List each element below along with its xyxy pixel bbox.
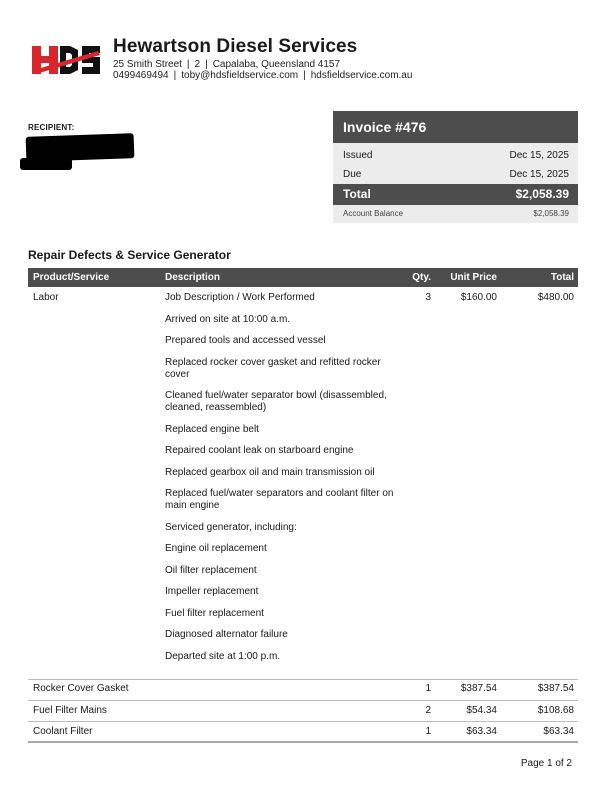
description-line: Oil filter replacement xyxy=(165,564,257,576)
row-total: $108.68 xyxy=(537,705,574,716)
table-row xyxy=(28,681,578,697)
company-phone: 0499469494 xyxy=(113,70,169,81)
due-row xyxy=(333,165,578,184)
invoice-summary xyxy=(333,111,578,223)
description-line: Prepared tools and accessed vessel xyxy=(165,335,326,346)
row-qty: 1 xyxy=(425,726,431,737)
description-line: Job Description / Work Performed xyxy=(165,292,315,303)
company-email[interactable]: toby@hdsfieldservice.com xyxy=(181,70,299,81)
total-row xyxy=(333,184,578,205)
labor-qty: 3 xyxy=(425,292,431,303)
issued-label: Issued xyxy=(343,150,373,161)
labor-total: $480.00 xyxy=(537,292,574,303)
invoice-title: Invoice #476 xyxy=(333,111,578,143)
balance-label: Account Balance xyxy=(343,209,404,218)
description-line: Diagnosed alternator failure xyxy=(165,629,288,640)
description-line: Repaired coolant leak on starboard engine xyxy=(165,445,354,456)
address-city: Capalaba, Queensland 4157 xyxy=(212,59,341,70)
total-label: Total xyxy=(343,187,371,201)
description-line: Impeller replacement xyxy=(165,586,259,597)
header-description: Description xyxy=(165,272,221,283)
balance-amount: $2,058.39 xyxy=(533,209,569,218)
header-qty: Qty. xyxy=(412,272,431,283)
company-logo xyxy=(32,40,100,80)
due-date: Dec 15, 2025 xyxy=(509,169,569,180)
table-row xyxy=(28,703,578,719)
company-website[interactable]: hdsfieldservice.com.au xyxy=(310,70,413,81)
row-product: Fuel Filter Mains xyxy=(33,705,107,716)
company-address: 25 Smith Street | 2 | Capalaba, Queensland 4157 xyxy=(113,59,341,70)
row-qty: 2 xyxy=(425,705,431,716)
row-divider xyxy=(28,700,578,701)
row-product: Rocker Cover Gasket xyxy=(33,683,129,694)
labor-description xyxy=(165,292,400,672)
company-name: Hewartson Diesel Services xyxy=(113,36,358,57)
labor-product: Labor xyxy=(33,292,59,303)
recipient-label: RECIPIENT: xyxy=(28,123,75,132)
row-product: Coolant Filter xyxy=(33,726,93,737)
description-line: Departed site at 1:00 p.m. xyxy=(165,650,281,662)
description-line: Replaced engine belt xyxy=(165,423,259,435)
row-divider xyxy=(28,679,578,680)
description-line: Replaced gearbox oil and main transmission oil xyxy=(165,466,375,478)
page-number: Page 1 of 2 xyxy=(520,758,572,769)
row-unit-price: $54.34 xyxy=(466,705,497,716)
description-line: Engine oil replacement xyxy=(165,543,267,554)
table-header xyxy=(28,268,578,287)
row-qty: 1 xyxy=(425,683,431,694)
company-contact: 0499469494 | toby@hdsfieldservice.com | hdsfieldservice.com.au xyxy=(113,70,413,81)
description-line: Serviced generator, including: xyxy=(165,521,297,533)
row-total: $63.34 xyxy=(543,726,574,737)
description-line: Fuel filter replacement xyxy=(165,607,264,619)
redaction-mark xyxy=(20,158,72,170)
description-line: Replaced fuel/water separators and coolant filter on main engine xyxy=(165,488,394,511)
header-total: Total xyxy=(550,272,574,283)
description-line: Cleaned fuel/water separator bowl (disassembled, cleaned, reassembled) xyxy=(165,390,387,413)
header-product: Product/Service xyxy=(33,272,110,283)
due-label: Due xyxy=(343,169,362,180)
issued-date: Dec 15, 2025 xyxy=(509,150,569,161)
address-unit: 2 xyxy=(194,59,201,70)
row-unit-price: $387.54 xyxy=(460,683,497,694)
address-street: 25 Smith Street xyxy=(113,59,182,70)
labor-unit-price: $160.00 xyxy=(460,292,497,303)
issued-row xyxy=(333,143,578,165)
total-amount: $2,058.39 xyxy=(515,187,569,201)
table-row xyxy=(28,724,578,740)
row-unit-price: $63.34 xyxy=(466,726,497,737)
row-total: $387.54 xyxy=(537,683,574,694)
section-title: Repair Defects & Service Generator xyxy=(28,248,231,262)
description-line: Replaced rocker cover gasket and refitted rocker cover xyxy=(165,356,381,380)
table-bottom-rule xyxy=(28,741,578,743)
balance-row xyxy=(333,205,578,223)
description-line: Arrived on site at 10:00 a.m. xyxy=(165,313,291,325)
header-unit-price: Unit Price xyxy=(450,272,497,283)
row-divider xyxy=(28,721,578,722)
